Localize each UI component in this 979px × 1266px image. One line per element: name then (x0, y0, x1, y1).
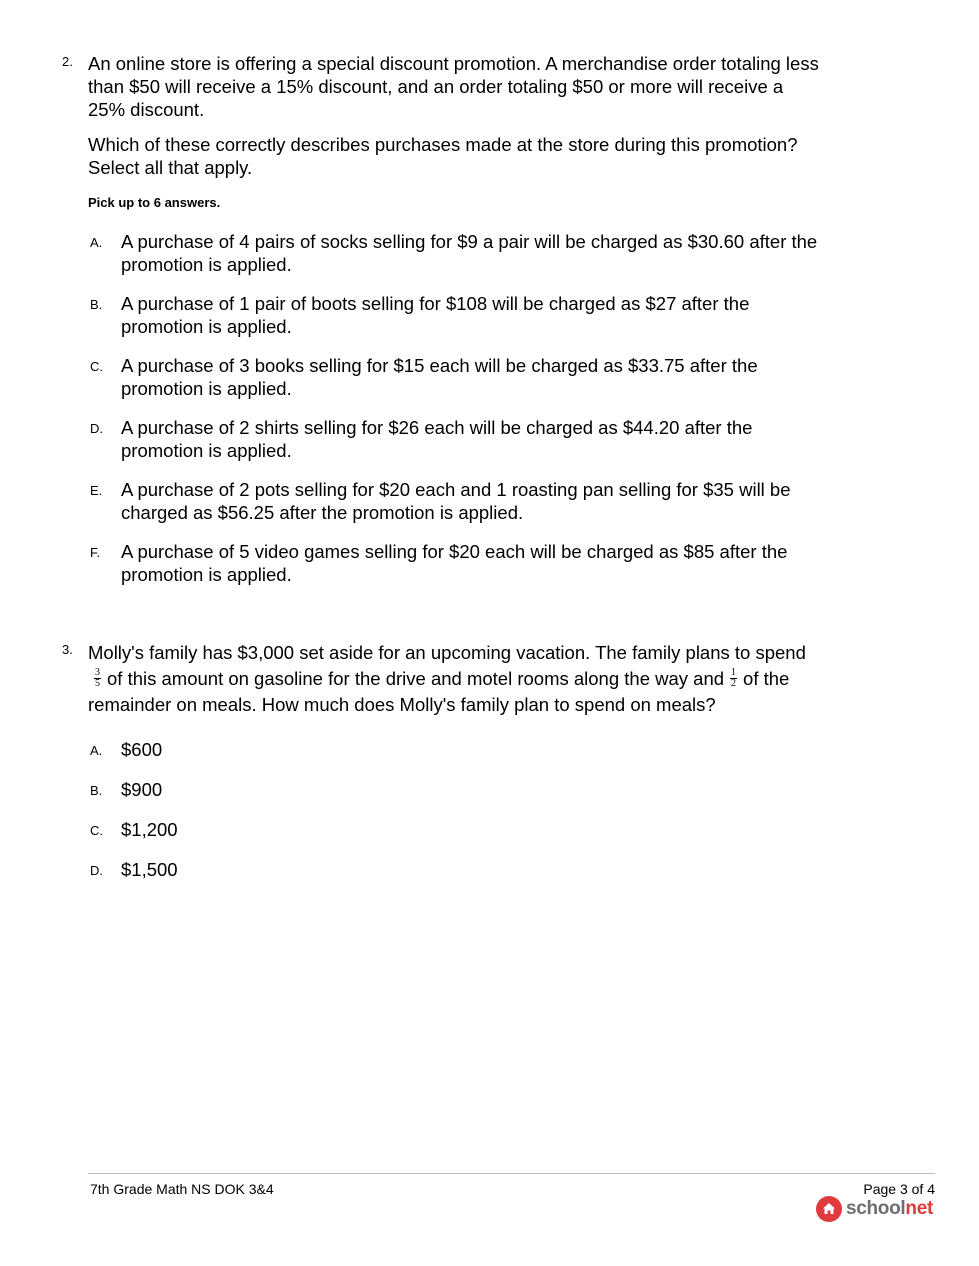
answer-option-c[interactable] (88, 818, 822, 841)
option-text: $1,200 (121, 819, 178, 840)
answer-option-d[interactable] (88, 858, 822, 881)
answer-option-c[interactable] (88, 354, 822, 400)
option-text: $600 (121, 739, 163, 760)
answer-option-e[interactable] (88, 478, 822, 524)
question-3 (62, 640, 822, 898)
option-text: A purchase of 3 books selling for $15 each will be charged as $33.75 after the promotion is applied. (121, 355, 758, 399)
option-letter: A. (90, 235, 103, 250)
option-text: A purchase of 2 shirts selling for $26 each will be charged as $44.20 after the promotion is applied. (121, 417, 753, 461)
question-number: 2. (62, 54, 73, 69)
option-letter: C. (90, 359, 103, 374)
question-body (88, 640, 822, 881)
logo-text-net: net (905, 1198, 933, 1219)
house-icon (816, 1196, 842, 1222)
option-text: A purchase of 1 pair of boots selling for $108 will be charged as $27 after the promotion is applied. (121, 293, 750, 337)
answer-option-b[interactable] (88, 292, 822, 338)
fraction-numerator: 3 (95, 666, 100, 678)
fraction-one-half (730, 668, 737, 689)
option-text: A purchase of 2 pots selling for $20 each and 1 roasting pan selling for $35 will be charged as $56.25 after the promotion is applied. (121, 479, 791, 523)
schoolnet-logo (816, 1196, 933, 1222)
option-text: $900 (121, 779, 163, 800)
footer-test-title: 7th Grade Math NS DOK 3&4 (90, 1181, 274, 1197)
option-text: A purchase of 4 pairs of socks selling for $9 a pair will be charged as $30.60 after the promotion is applied. (121, 231, 818, 275)
option-letter: D. (90, 863, 103, 878)
option-text: $1,500 (121, 859, 178, 880)
question-stem: An online store is offering a special discount promotion. A merchandise order totaling less than $50 will receive a 15% discount, and an order totaling $50 or more will receive a 25% discount. (88, 53, 819, 120)
fraction-denominator: 5 (95, 677, 100, 689)
question-number: 3. (62, 642, 73, 657)
pick-instructions: Pick up to 6 answers. (88, 195, 221, 210)
stem-text-part-3: of the remainder on meals. How much does Molly's family plan to spend on meals? (88, 668, 790, 715)
question-2 (62, 52, 822, 602)
answer-option-f[interactable] (88, 540, 822, 586)
option-letter: A. (90, 743, 103, 758)
option-letter: E. (90, 483, 103, 498)
answer-options (88, 738, 822, 881)
option-letter: B. (90, 297, 103, 312)
option-letter: F. (90, 545, 101, 560)
answer-option-a[interactable] (88, 738, 822, 761)
answer-option-b[interactable] (88, 778, 822, 801)
house-glyph (821, 1201, 837, 1217)
option-letter: B. (90, 783, 103, 798)
fraction-numerator: 1 (731, 666, 737, 678)
fraction-three-fifths (94, 668, 101, 689)
question-stem (88, 640, 822, 718)
stem-text-part-1: Molly's family has $3,000 set aside for an upcoming vacation. The family plans to spend (88, 642, 806, 663)
footer-page-number: Page 3 of 4 (863, 1181, 935, 1197)
answer-option-a[interactable] (88, 230, 822, 276)
logo-wordmark (846, 1198, 933, 1220)
option-letter: C. (90, 823, 103, 838)
question-prompt: Which of these correctly describes purchases made at the store during this promotion? Select all that apply. (88, 134, 798, 178)
option-text: A purchase of 5 video games selling for $20 each will be charged as $85 after the promotion is applied. (121, 541, 788, 585)
footer-divider (88, 1173, 935, 1174)
answer-options (88, 230, 822, 586)
fraction-denominator: 2 (731, 677, 737, 689)
stem-text-part-2: of this amount on gasoline for the drive and motel rooms along the way and (107, 668, 725, 689)
answer-option-d[interactable] (88, 416, 822, 462)
question-body (88, 52, 822, 586)
logo-text-school: school (845, 1198, 906, 1219)
option-letter: D. (90, 421, 103, 436)
